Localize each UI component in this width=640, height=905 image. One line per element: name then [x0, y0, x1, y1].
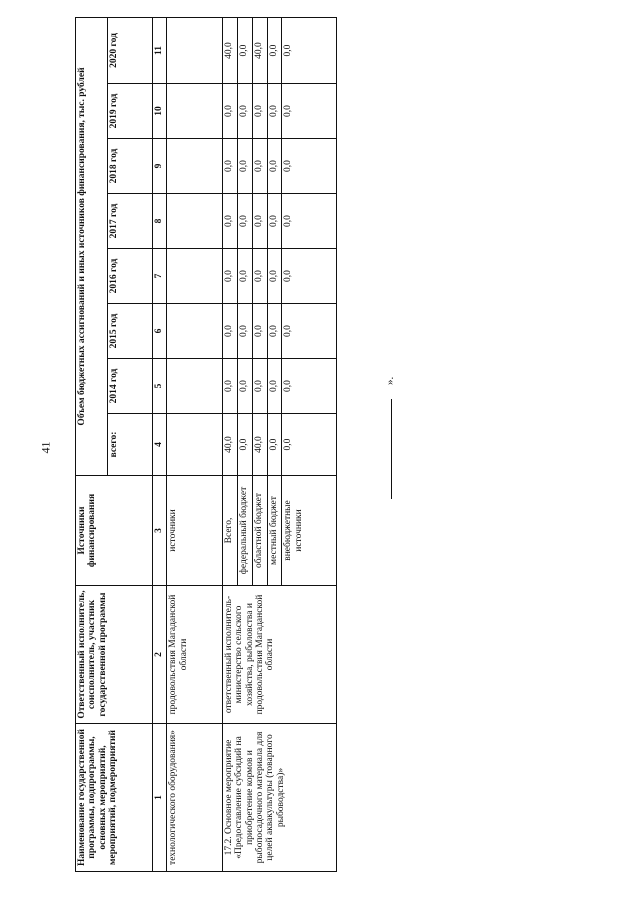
header-name: Наименование государственной программы, подпрограммы, основных мероприятий, мероприятий, подмероприятий	[76, 724, 153, 872]
col-number: 1	[152, 724, 166, 872]
measure-name: 17.2. Основное мероприятие «Предоставление субсидий на приобретение кормов и рыбопосадочного материала для целей аквакультуры (товарного рыбоводства)»	[222, 724, 336, 872]
measure-executor: ответственный исполнитель-министерство сельского хозяйства, рыболовства и продовольствия Магаданской области	[222, 586, 336, 724]
value-cell: 0,0	[267, 249, 282, 304]
value-cell: 0,0	[252, 194, 267, 249]
col-number: 4	[152, 414, 166, 476]
continuation-executor: продовольствия Магаданской области	[167, 586, 223, 724]
header-row-1	[76, 17, 108, 871]
source-label: внебюджетные источники	[282, 476, 337, 586]
col-number: 7	[152, 249, 166, 304]
value-cell: 40,0	[252, 414, 267, 476]
value-cell: 0,0	[222, 304, 237, 359]
value-cell: 40,0	[222, 414, 237, 476]
value-cell: 0,0	[237, 359, 252, 414]
empty-cell	[167, 304, 223, 359]
empty-cell	[167, 359, 223, 414]
col-number: 10	[152, 84, 166, 139]
header-year-2016: 2016 год	[108, 249, 153, 304]
header-year-2020: 2020 год	[108, 17, 153, 83]
col-number: 11	[152, 17, 166, 83]
continuation-name: технологического оборудования»	[167, 724, 223, 872]
value-cell: 0,0	[222, 139, 237, 194]
header-year-2018: 2018 год	[108, 139, 153, 194]
value-cell: 0,0	[237, 414, 252, 476]
value-cell: 0,0	[237, 17, 252, 83]
closing-quote: ».	[384, 376, 396, 385]
measure-row-total	[222, 17, 237, 871]
col-number: 9	[152, 139, 166, 194]
source-label: федеральный бюджет	[237, 476, 252, 586]
header-year-2014: 2014 год	[108, 359, 153, 414]
value-cell: 0,0	[252, 139, 267, 194]
value-cell: 0,0	[237, 304, 252, 359]
col-number: 6	[152, 304, 166, 359]
closing-rule	[391, 399, 392, 499]
rotated-table-wrapper	[75, 18, 337, 872]
closing-mark	[384, 376, 404, 505]
header-year-2017: 2017 год	[108, 194, 153, 249]
col-number: 8	[152, 194, 166, 249]
value-cell: 0,0	[267, 84, 282, 139]
value-cell: 0,0	[222, 194, 237, 249]
value-cell: 0,0	[282, 414, 337, 476]
value-cell: 0,0	[282, 359, 337, 414]
value-cell: 0,0	[237, 194, 252, 249]
empty-cell	[167, 249, 223, 304]
header-executor: Ответственный исполнитель, соисполнитель, участник государственной программы	[76, 586, 153, 724]
continuation-row	[167, 17, 223, 871]
value-cell: 0,0	[282, 194, 337, 249]
empty-cell	[167, 17, 223, 83]
header-sources: Источники финансирования	[76, 476, 153, 586]
column-number-row	[152, 17, 166, 871]
value-cell: 40,0	[222, 17, 237, 83]
value-cell: 0,0	[252, 84, 267, 139]
value-cell: 0,0	[267, 17, 282, 83]
empty-cell	[167, 194, 223, 249]
value-cell: 0,0	[252, 304, 267, 359]
value-cell: 0,0	[282, 139, 337, 194]
empty-cell	[167, 414, 223, 476]
value-cell: 0,0	[267, 359, 282, 414]
header-year-total: всего:	[108, 414, 153, 476]
value-cell: 0,0	[267, 304, 282, 359]
value-cell: 0,0	[282, 84, 337, 139]
value-cell: 0,0	[252, 249, 267, 304]
value-cell: 0,0	[267, 414, 282, 476]
empty-cell	[167, 84, 223, 139]
value-cell: 0,0	[282, 17, 337, 83]
source-label: областной бюджет	[252, 476, 267, 586]
page-number: 41	[38, 441, 53, 454]
col-number: 3	[152, 476, 166, 586]
value-cell: 0,0	[267, 194, 282, 249]
value-cell: 0,0	[282, 304, 337, 359]
value-cell: 0,0	[267, 139, 282, 194]
source-label: местный бюджет	[267, 476, 282, 586]
value-cell: 0,0	[282, 249, 337, 304]
value-cell: 0,0	[237, 139, 252, 194]
col-number: 2	[152, 586, 166, 724]
value-cell: 0,0	[222, 249, 237, 304]
value-cell: 0,0	[237, 249, 252, 304]
value-cell: 40,0	[252, 17, 267, 83]
value-cell: 0,0	[252, 359, 267, 414]
value-cell: 0,0	[222, 84, 237, 139]
header-volume: Объем бюджетных ассигнований и иных источников финансирования, тыс. рублей	[76, 17, 108, 475]
value-cell: 0,0	[222, 359, 237, 414]
continuation-sources: источники	[167, 476, 223, 586]
col-number: 5	[152, 359, 166, 414]
financing-table	[75, 17, 337, 872]
header-year-2019: 2019 год	[108, 84, 153, 139]
source-label: Всего,	[222, 476, 237, 586]
empty-cell	[167, 139, 223, 194]
header-year-2015: 2015 год	[108, 304, 153, 359]
value-cell: 0,0	[237, 84, 252, 139]
